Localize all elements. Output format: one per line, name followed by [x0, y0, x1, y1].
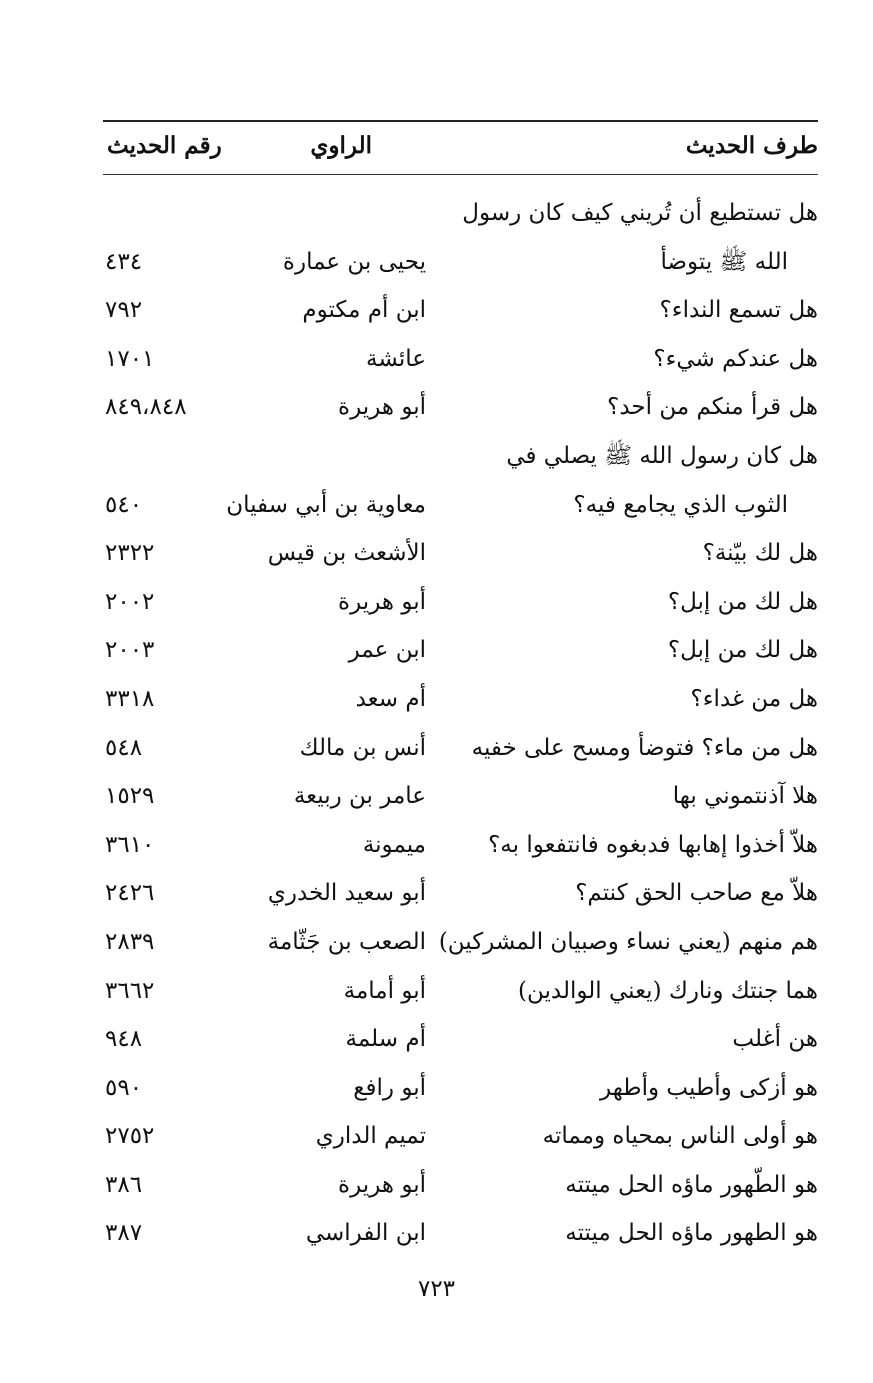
hadith-number: ٨٤٩،٨٤٨: [105, 394, 187, 421]
hadith-number: ١٧٠١: [105, 345, 155, 372]
table-header: [103, 124, 818, 168]
hadith-text: هلاّ مع صاحب الحق كنتم؟: [575, 880, 818, 907]
hadith-text: هما جنتك ونارك (يعني الوالدين): [518, 977, 818, 1004]
header-narrator-label: الراوي: [310, 132, 372, 159]
hadith-number: ١٥٢٩: [105, 783, 155, 810]
hadith-text: الله ﷺ يتوضأ: [660, 248, 788, 275]
hadith-number: ٥٤٨: [105, 734, 143, 761]
table-row: [103, 530, 818, 579]
table-row: [103, 579, 818, 628]
hadith-number: ٣٦٦٢: [105, 977, 155, 1004]
narrator-name: عائشة: [366, 345, 426, 372]
hadith-text: هل تسمع النداء؟: [659, 297, 818, 324]
hadith-text: هو الطّهور ماؤه الحل ميتته: [565, 1171, 818, 1198]
narrator-name: أبو هريرة: [338, 588, 426, 615]
hadith-text: هو الطهور ماؤه الحل ميتته: [565, 1220, 818, 1247]
table-row: [103, 627, 818, 676]
hadith-text: هل كان رسول الله ﷺ يصلي في: [506, 442, 818, 469]
hadith-text: الثوب الذي يجامع فيه؟: [573, 491, 788, 518]
hadith-number: ٤٣٤: [105, 248, 143, 275]
narrator-name: معاوية بن أبي سفيان: [226, 491, 426, 518]
hadith-number: ٢٣٢٢: [105, 540, 155, 567]
table-row: [103, 384, 818, 433]
index-table-body: [103, 190, 818, 1259]
header-number-label: رقم الحديث: [107, 132, 222, 159]
table-row: [103, 336, 818, 385]
narrator-name: الصعب بن جَثّامة: [267, 928, 426, 955]
hadith-text: هلاّ أخذوا إهابها فدبغوه فانتفعوا به؟: [488, 831, 818, 858]
hadith-text: هل لك بيّنة؟: [702, 540, 818, 567]
narrator-name: أنس بن مالك: [299, 734, 426, 761]
narrator-name: ابن أم مكتوم: [302, 297, 426, 324]
table-row: [103, 287, 818, 336]
hadith-number: ٢٠٠٢: [105, 588, 155, 615]
table-row: [103, 1065, 818, 1114]
hadith-text: هل عندكم شيء؟: [653, 345, 818, 372]
hadith-number: ٧٩٢: [105, 297, 143, 324]
table-row: [103, 870, 818, 919]
table-row: [103, 190, 818, 239]
header-rule: [103, 174, 818, 175]
table-row: [103, 676, 818, 725]
table-row: [103, 1016, 818, 1065]
narrator-name: أبو سعيد الخدري: [267, 880, 426, 907]
narrator-name: أم سلمة: [345, 1026, 426, 1053]
hadith-text: هلا آذنتموني بها: [672, 783, 818, 810]
hadith-text: هو أزكى وأطيب وأطهر: [600, 1074, 818, 1101]
top-rule: [103, 120, 818, 122]
table-row: [103, 919, 818, 968]
hadith-text: هن أغلب: [732, 1026, 818, 1053]
hadith-number: ٣٣١٨: [105, 685, 155, 712]
narrator-name: يحيى بن عمارة: [282, 248, 426, 275]
narrator-name: الأشعث بن قيس: [267, 540, 426, 567]
table-row: [103, 822, 818, 871]
table-row: [103, 725, 818, 774]
hadith-number: ٣٨٧: [105, 1220, 143, 1247]
narrator-name: عامر بن ربيعة: [293, 783, 426, 810]
narrator-name: أبو هريرة: [338, 394, 426, 421]
hadith-number: ٢٧٥٢: [105, 1123, 155, 1150]
narrator-name: ابن الفراسي: [305, 1220, 426, 1247]
table-row: [103, 968, 818, 1017]
hadith-text: هم منهم (يعني نساء وصبيان المشركين): [438, 928, 818, 955]
narrator-name: أبو أمامة: [343, 977, 426, 1004]
narrator-name: تميم الداري: [315, 1123, 426, 1150]
table-row: [103, 1210, 818, 1259]
hadith-number: ٥٩٠: [105, 1074, 143, 1101]
hadith-number: ٢٤٢٦: [105, 880, 155, 907]
hadith-number: ٩٤٨: [105, 1026, 143, 1053]
table-row: [103, 433, 818, 482]
header-hadith-label: طرف الحديث: [685, 132, 818, 159]
narrator-name: ابن عمر: [348, 637, 426, 664]
hadith-number: ٢٨٣٩: [105, 928, 155, 955]
page-number: ٧٢٣: [417, 1276, 456, 1302]
narrator-name: أم سعد: [355, 685, 426, 712]
hadith-number: ٣٦١٠: [105, 831, 155, 858]
table-row: [103, 239, 818, 288]
hadith-text: هل من ماء؟ فتوضأ ومسح على خفيه: [471, 734, 818, 761]
hadith-text: هل لك من إبل؟: [667, 588, 818, 615]
hadith-number: ٢٠٠٣: [105, 637, 155, 664]
narrator-name: أبو هريرة: [338, 1171, 426, 1198]
hadith-text: هو أولى الناس بمحياه ومماته: [542, 1123, 818, 1150]
hadith-text: هل لك من إبل؟: [667, 637, 818, 664]
hadith-text: هل من غداء؟: [690, 685, 818, 712]
narrator-name: ميمونة: [362, 831, 426, 858]
table-row: [103, 1162, 818, 1211]
hadith-text: هل قرأ منكم من أحد؟: [607, 394, 818, 421]
narrator-name: أبو رافع: [353, 1074, 426, 1101]
hadith-text: هل تستطيع أن تُريني كيف كان رسول: [462, 200, 818, 226]
table-row: [103, 1113, 818, 1162]
table-row: [103, 482, 818, 531]
hadith-number: ٥٤٠: [105, 491, 143, 518]
hadith-number: ٣٨٦: [105, 1171, 143, 1198]
table-row: [103, 773, 818, 822]
